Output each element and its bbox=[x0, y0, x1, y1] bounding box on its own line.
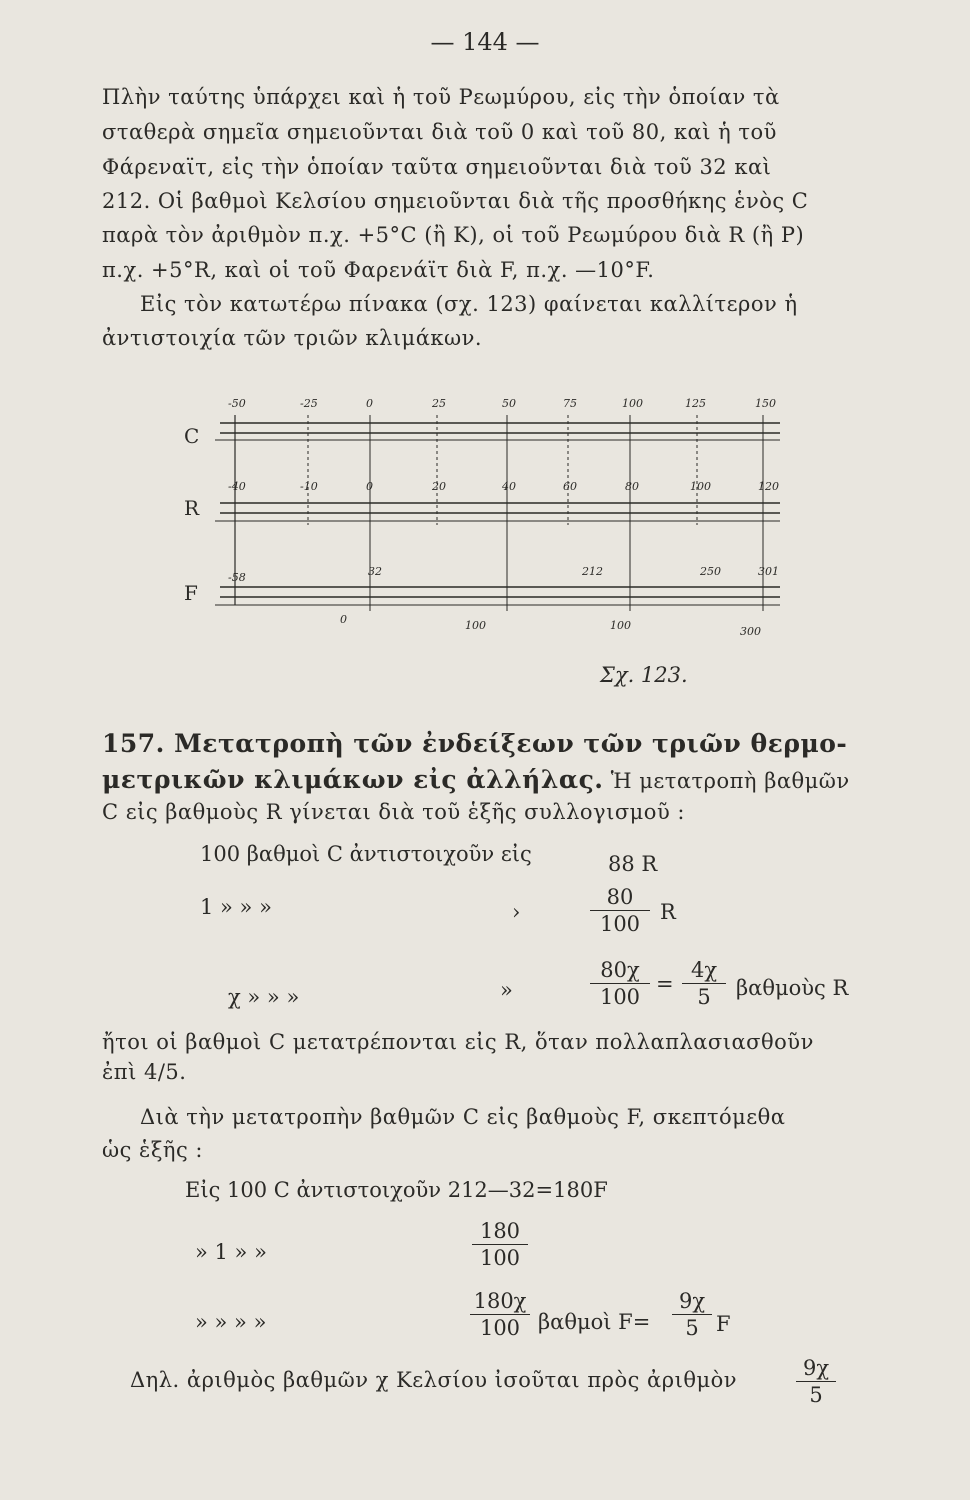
text-line: ἤτοι οἱ βαθμοὶ C μετατρέπονται εἰς R, ὅταν πολλαπλασιασθοῦν bbox=[102, 1030, 814, 1054]
f-tick-label: 32 bbox=[368, 565, 382, 578]
c-tick-label: 50 bbox=[502, 397, 516, 410]
c-tick-label: -25 bbox=[300, 397, 318, 410]
text-line: ὡς ἑξῆς : bbox=[102, 1138, 203, 1162]
eq1-row1-right: 88 R bbox=[608, 852, 658, 876]
text-line: ἐπὶ 4/5. bbox=[102, 1060, 187, 1084]
c-tick-label: 75 bbox=[563, 397, 577, 410]
section-heading: 157. Μετατροπὴ τῶν ἐνδείξεων τῶν τριῶν θερμο- bbox=[102, 729, 848, 758]
text-line: παρὰ τὸν ἀριθμὸν π.χ. +5°C (ἢ K), οἱ τοῦ Ρεωμύρου διὰ R (ἢ P) bbox=[102, 223, 805, 247]
scale-label-r: R bbox=[184, 496, 200, 520]
text-line: Πλὴν ταύτης ὑπάρχει καὶ ἡ τοῦ Ρεωμύρου, εἰς τὴν ὁποίαν τὰ bbox=[102, 85, 780, 109]
final-line: Δηλ. ἀριθμὸς βαθμῶν χ Κελσίου ἰσοῦται πρὸς ἀριθμὸν bbox=[130, 1368, 738, 1392]
eq2-row2-fraction bbox=[472, 1218, 528, 1271]
text-line: C εἰς βαθμοὺς R γίνεται διὰ τοῦ ἑξῆς συλλογισμοῦ : bbox=[102, 800, 685, 824]
figure-caption: Σχ. 123. bbox=[600, 663, 688, 687]
text-line: Εἰς τὸν κατωτέρω πίνακα (σχ. 123) φαίνεται καλλίτερον ἡ bbox=[140, 292, 798, 316]
eq1-row2-unit: R bbox=[660, 900, 676, 924]
page-number: — 144 — bbox=[430, 28, 540, 56]
denominator: 5 bbox=[809, 1383, 823, 1407]
thermometer-scales-figure bbox=[170, 385, 810, 645]
numerator: 9χ bbox=[796, 1355, 836, 1382]
eq2-row2-left: » 1 » » bbox=[195, 1240, 267, 1264]
f-tick-label: 300 bbox=[740, 625, 761, 638]
numerator: 180 bbox=[472, 1218, 528, 1245]
text-line: σταθερὰ σημεῖα σημειοῦνται διὰ τοῦ 0 καὶ τοῦ 80, καὶ ἡ τοῦ bbox=[102, 120, 777, 144]
eq1-row2-left: 1 » » » bbox=[200, 895, 272, 919]
r-tick-label: 0 bbox=[366, 480, 373, 493]
eq1-row1-left: 100 βαθμοὶ C ἀντιστοιχοῦν εἰς bbox=[200, 842, 532, 866]
r-tick-label: 120 bbox=[758, 480, 779, 493]
f-tick-label: 0 bbox=[340, 613, 347, 626]
r-tick-label: -40 bbox=[228, 480, 246, 493]
numerator: 80 bbox=[590, 884, 650, 911]
denominator: 100 bbox=[599, 912, 641, 936]
eq2-row3-left: » » » » bbox=[195, 1310, 267, 1334]
f-tick-label: 301 bbox=[758, 565, 779, 578]
eq2-row1: Εἰς 100 C ἀντιστοιχοῦν 212—32=180F bbox=[185, 1178, 608, 1202]
text-line: Φάρεναϊτ, εἰς τὴν ὁποίαν ταῦτα σημειοῦνται διὰ τοῦ 32 καὶ bbox=[102, 155, 772, 179]
text-line: Διὰ τὴν μετατροπὴν βαθμῶν C εἰς βαθμοὺς F, σκεπτόμεθα bbox=[140, 1105, 786, 1129]
f-tick-label: 250 bbox=[700, 565, 721, 578]
numerator: 180χ bbox=[470, 1288, 530, 1315]
r-tick-label: 100 bbox=[690, 480, 711, 493]
r-tick-label: -10 bbox=[300, 480, 318, 493]
c-tick-label: -50 bbox=[228, 397, 246, 410]
denominator: 5 bbox=[697, 985, 711, 1009]
c-tick-label: 25 bbox=[432, 397, 446, 410]
numerator: 80χ bbox=[590, 957, 650, 984]
f-tick-label: -58 bbox=[228, 571, 246, 584]
r-tick-label: 20 bbox=[432, 480, 446, 493]
eq1-row3-fraction2 bbox=[682, 957, 726, 1010]
f-tick-label: 100 bbox=[610, 619, 631, 632]
c-tick-label: 150 bbox=[755, 397, 776, 410]
eq1-row3-mark: » bbox=[500, 978, 513, 1002]
eq2-row3-fraction bbox=[470, 1288, 530, 1341]
section-heading-line bbox=[102, 765, 850, 794]
eq1-row3-left: χ » » » bbox=[228, 985, 300, 1009]
r-tick-label: 80 bbox=[625, 480, 639, 493]
section-text: Ἡ μετατροπὴ βαθμῶν bbox=[603, 769, 850, 793]
eq1-row3-fraction bbox=[590, 957, 650, 1010]
eq1-row2-mark: › bbox=[512, 900, 521, 924]
scale-label-f: F bbox=[184, 581, 198, 605]
section-heading-cont: μετρικῶν κλιμάκων εἰς ἀλλήλας. bbox=[102, 765, 604, 794]
text-line: ἀντιστοιχία τῶν τριῶν κλιμάκων. bbox=[102, 326, 483, 350]
eq1-row3-equals: = bbox=[656, 972, 674, 996]
eq1-row2-fraction bbox=[590, 884, 650, 937]
r-tick-label: 60 bbox=[563, 480, 577, 493]
denominator: 100 bbox=[479, 1316, 521, 1340]
final-fraction bbox=[796, 1355, 836, 1408]
scale-label-c: C bbox=[184, 424, 200, 448]
numerator: 4χ bbox=[682, 957, 726, 984]
numerator: 9χ bbox=[672, 1288, 712, 1315]
c-tick-label: 0 bbox=[366, 397, 373, 410]
c-tick-label: 100 bbox=[622, 397, 643, 410]
eq2-row3-fraction2 bbox=[672, 1288, 712, 1341]
eq1-row3-tail: βαθμοὺς R bbox=[736, 976, 849, 1000]
f-tick-label: 100 bbox=[465, 619, 486, 632]
text-line: π.χ. +5°R, καὶ οἱ τοῦ Φαρενάϊτ διὰ F, π.χ. —10°F. bbox=[102, 258, 655, 282]
denominator: 100 bbox=[479, 1246, 521, 1270]
eq2-row3-mid: βαθμοὶ F= bbox=[538, 1310, 651, 1334]
f-tick-label: 212 bbox=[582, 565, 603, 578]
r-tick-label: 40 bbox=[502, 480, 516, 493]
c-tick-label: 125 bbox=[685, 397, 706, 410]
text-line: 212. Οἱ βαθμοὶ Κελσίου σημειοῦνται διὰ τῆς προσθήκης ἑνὸς C bbox=[102, 189, 809, 213]
denominator: 100 bbox=[599, 985, 641, 1009]
denominator: 5 bbox=[685, 1316, 699, 1340]
eq2-row3-tail: F bbox=[716, 1312, 731, 1336]
